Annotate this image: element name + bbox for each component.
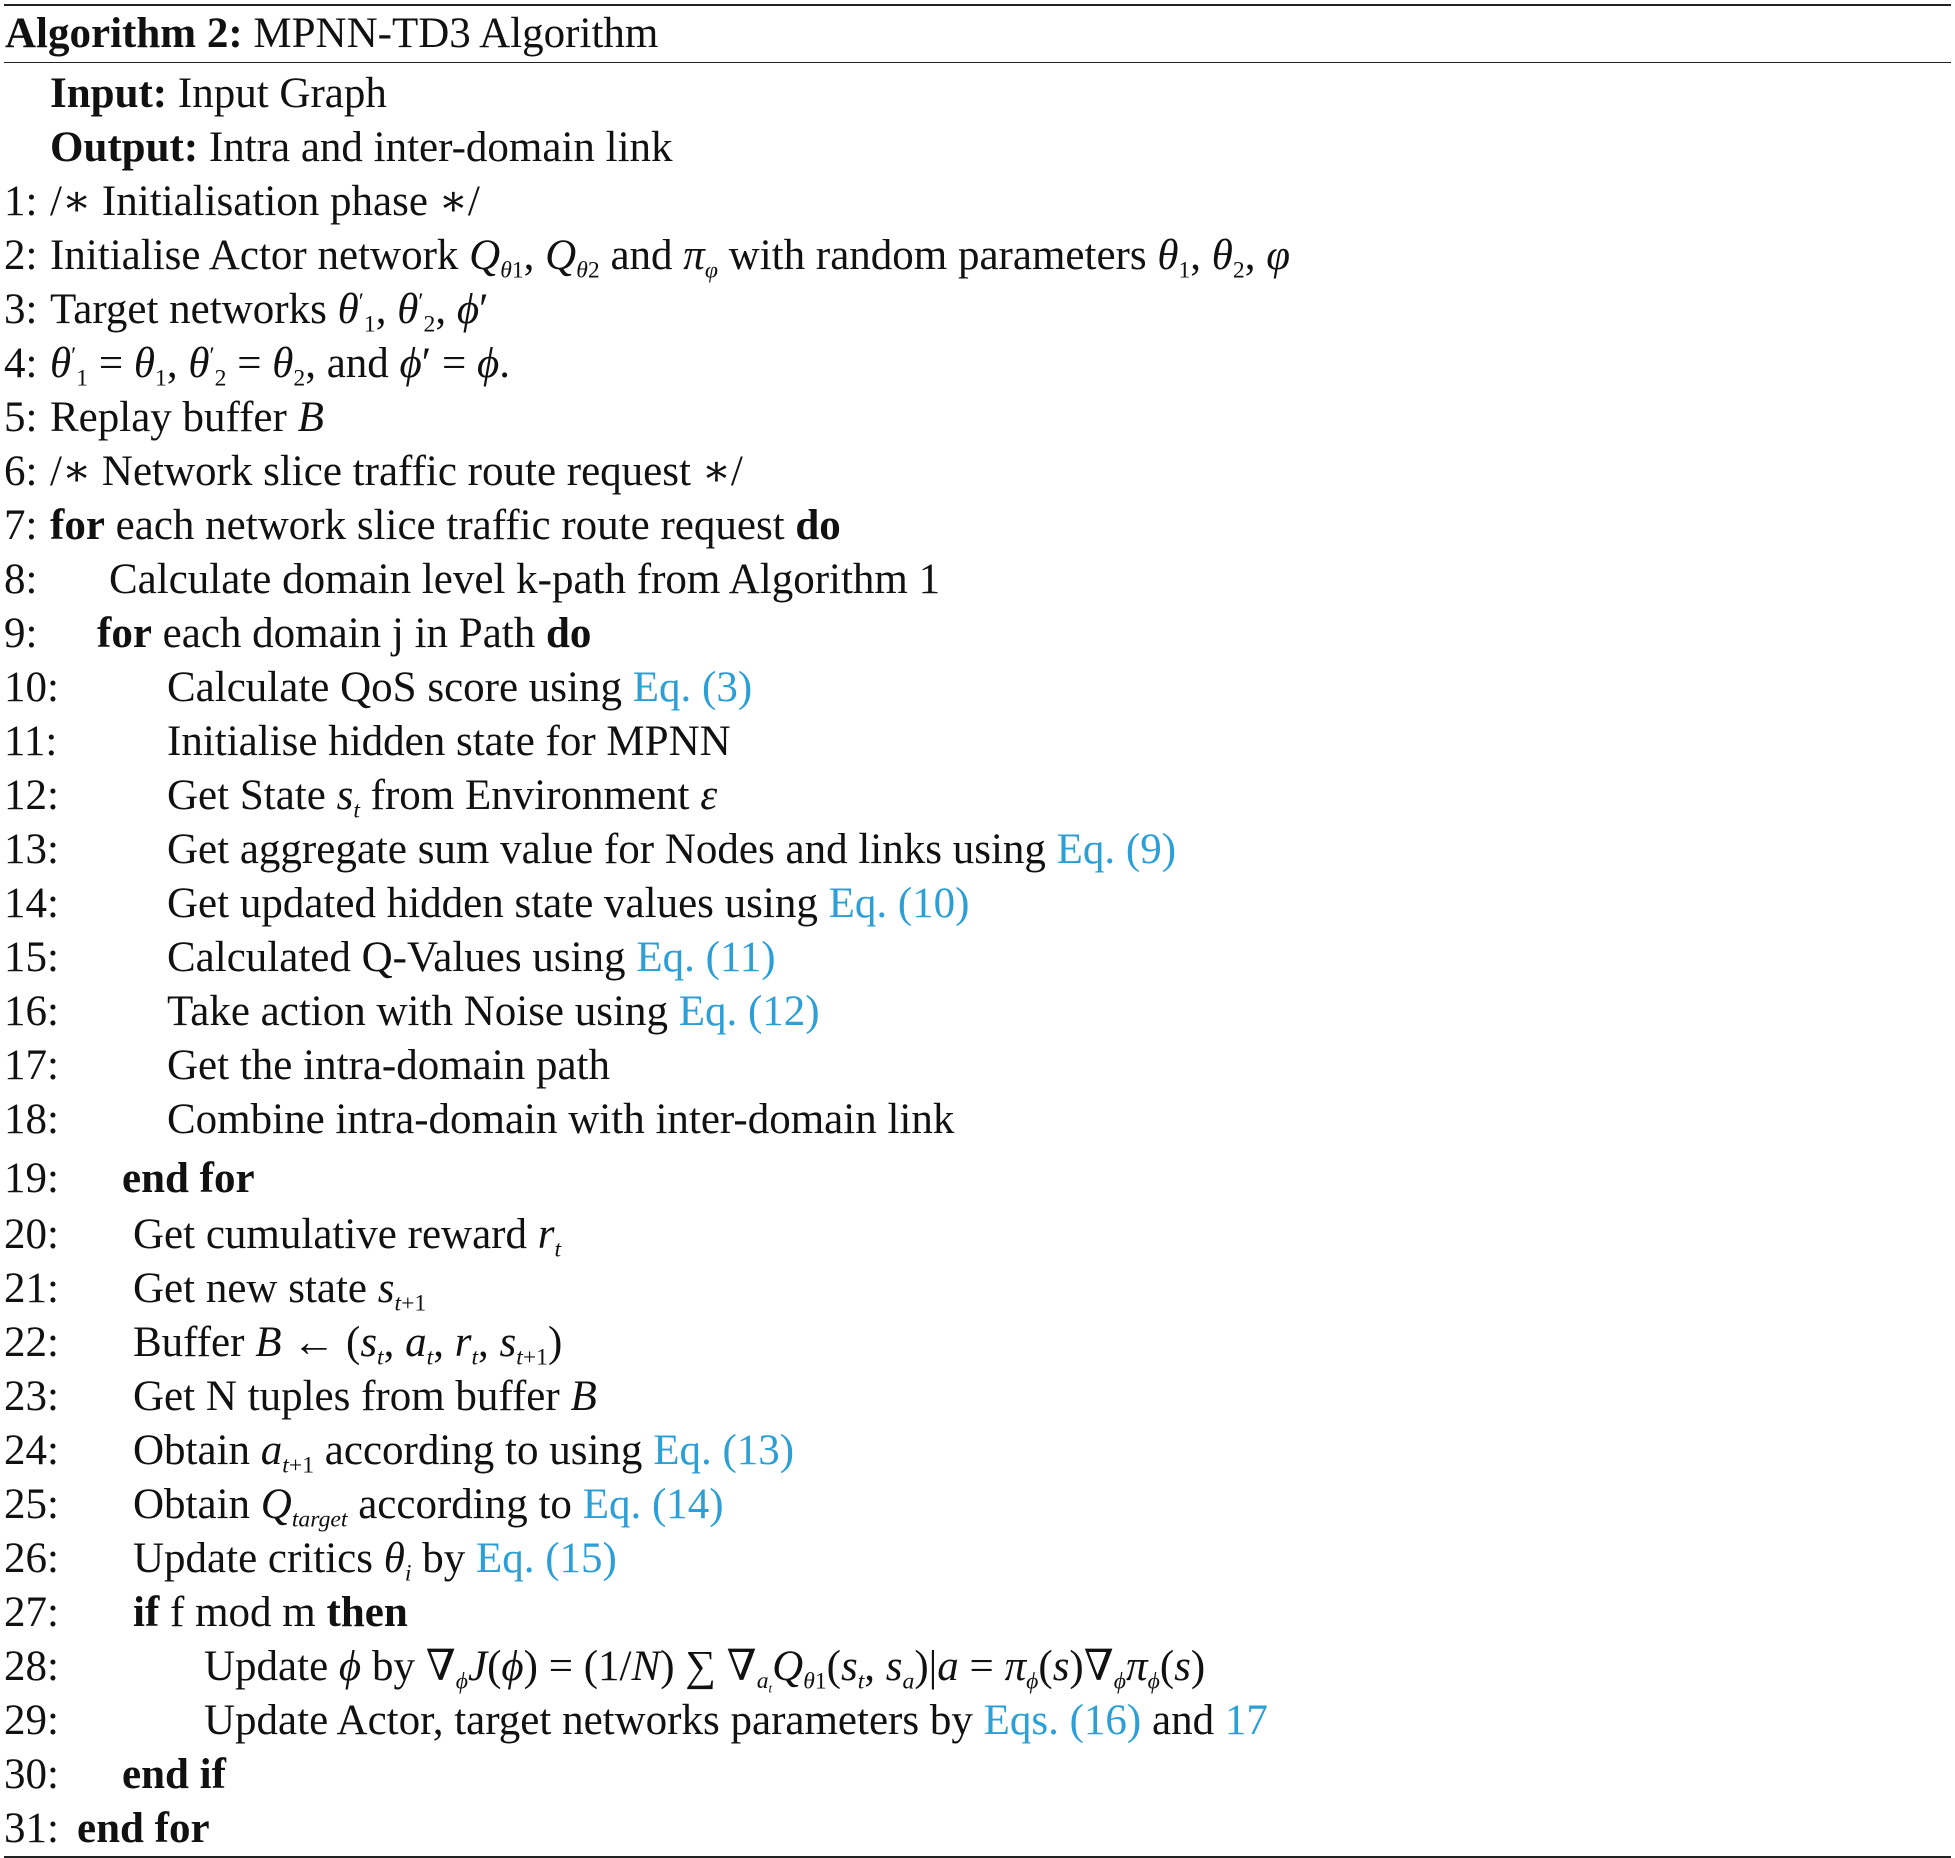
algo-line-3: 3: Target networks $\theta'_1$, $\theta'_2$, ϕ′: [4, 286, 489, 338]
algo-line-7: 7: for each network slice traffic route request do: [4, 502, 841, 549]
algo-line-25: 25: Obtain $Q_{target}$ according to Eq. (14): [4, 1481, 724, 1533]
eq-14-link[interactable]: Eq. (14): [582, 1481, 724, 1528]
algo-line-27: 27: if f mod m then: [4, 1589, 408, 1636]
algo-line-30: 30: end if: [4, 1751, 226, 1798]
algo-line-20: 20: Get cumulative reward $r_t$: [4, 1211, 562, 1263]
eq-17-link[interactable]: 17: [1224, 1697, 1268, 1744]
algo-line-22: 22: Buffer B ← ($s_t$, $a_t$, $r_t$, $s_{t+1}$): [4, 1319, 563, 1371]
eq-13-link[interactable]: Eq. (13): [653, 1427, 795, 1474]
algo-line-24: 24: Obtain $a_{t+1}$ according to using Eq. (13): [4, 1427, 795, 1479]
input-line: Input: Input Graph: [50, 70, 387, 117]
algo-line-5: 5: Replay buffer B: [4, 394, 324, 441]
algo-line-14: 14: Get updated hidden state values using Eq. (10): [4, 880, 970, 927]
algo-line-17: 17: Get the intra-domain path: [4, 1042, 610, 1089]
algo-line-1: 1: /∗ Initialisation phase ∗/: [4, 178, 480, 225]
eq-16-link[interactable]: Eqs. (16): [983, 1697, 1142, 1744]
algo-line-16: 16: Take action with Noise using Eq. (12): [4, 988, 820, 1035]
eq-10-link[interactable]: Eq. (10): [828, 880, 970, 927]
algo-line-29: 29: Update Actor, target networks parameters by Eqs. (16) and 17: [4, 1697, 1268, 1744]
algo-line-4: 4: $\theta'_1 = \theta_1$, $\theta'_2 = \theta_2$, and ϕ′ = ϕ.: [4, 340, 510, 392]
algorithm-lines: [4, 63, 1951, 1856]
algo-line-13: 13: Get aggregate sum value for Nodes and links using Eq. (9): [4, 826, 1177, 873]
algo-line-18: 18: Combine intra-domain with inter-domain link: [4, 1096, 955, 1143]
eq-12-link[interactable]: Eq. (12): [678, 988, 820, 1035]
algo-line-10: 10: Calculate QoS score using Eq. (3): [4, 664, 753, 711]
algo-line-15: 15: Calculated Q-Values using Eq. (11): [4, 934, 776, 981]
algorithm-caption: [4, 6, 1951, 62]
algo-line-23: 23: Get N tuples from buffer B: [4, 1373, 597, 1420]
algo-line-26: 26: Update critics $\theta_i$ by Eq. (15): [4, 1535, 617, 1587]
algo-line-31: 31: end for: [4, 1805, 210, 1852]
caption-title: MPNN-TD3 Algorithm: [253, 10, 659, 57]
algo-line-28: 28: Update ϕ by $\nabla_\phi J(\phi) = (1/N)$ ∑ $\nabla_{a_t}Q_{\theta 1}(s_t$, $s_a)|a = \pi_\phi(s)\nabla_\phi\pi_\phi(s)$: [4, 1643, 1206, 1696]
algo-line-19: 19: end for: [4, 1155, 255, 1202]
algo-line-11: 11: Initialise hidden state for MPNN: [4, 718, 731, 765]
algo-line-21: 21: Get new state $s_{t+1}$: [4, 1265, 427, 1317]
algo-line-12: 12: Get State $s_t$ from Environment ε: [4, 772, 718, 824]
eq-9-link[interactable]: Eq. (9): [1056, 826, 1177, 873]
algo-line-8: 8: Calculate domain level k-path from Algorithm 1: [4, 556, 941, 603]
algo-line-2: 2: Initialise Actor network $Q_{\theta 1}$, $Q_{\theta 2}$ and $\pi_\varphi$ with random parameters $\theta_1$, $\theta_2$, φ: [4, 232, 1291, 284]
caption-label: Algorithm 2:: [5, 10, 243, 57]
output-line: Output: Intra and inter-domain link: [50, 124, 673, 171]
eq-15-link[interactable]: Eq. (15): [475, 1535, 617, 1582]
algo-line-9: 9: for each domain j in Path do: [4, 610, 592, 657]
eq-11-link[interactable]: Eq. (11): [636, 934, 776, 981]
eq-3-link[interactable]: Eq. (3): [632, 664, 753, 711]
algorithm-block: [4, 4, 1951, 1858]
algo-line-6: 6: /∗ Network slice traffic route request ∗/: [4, 448, 743, 495]
